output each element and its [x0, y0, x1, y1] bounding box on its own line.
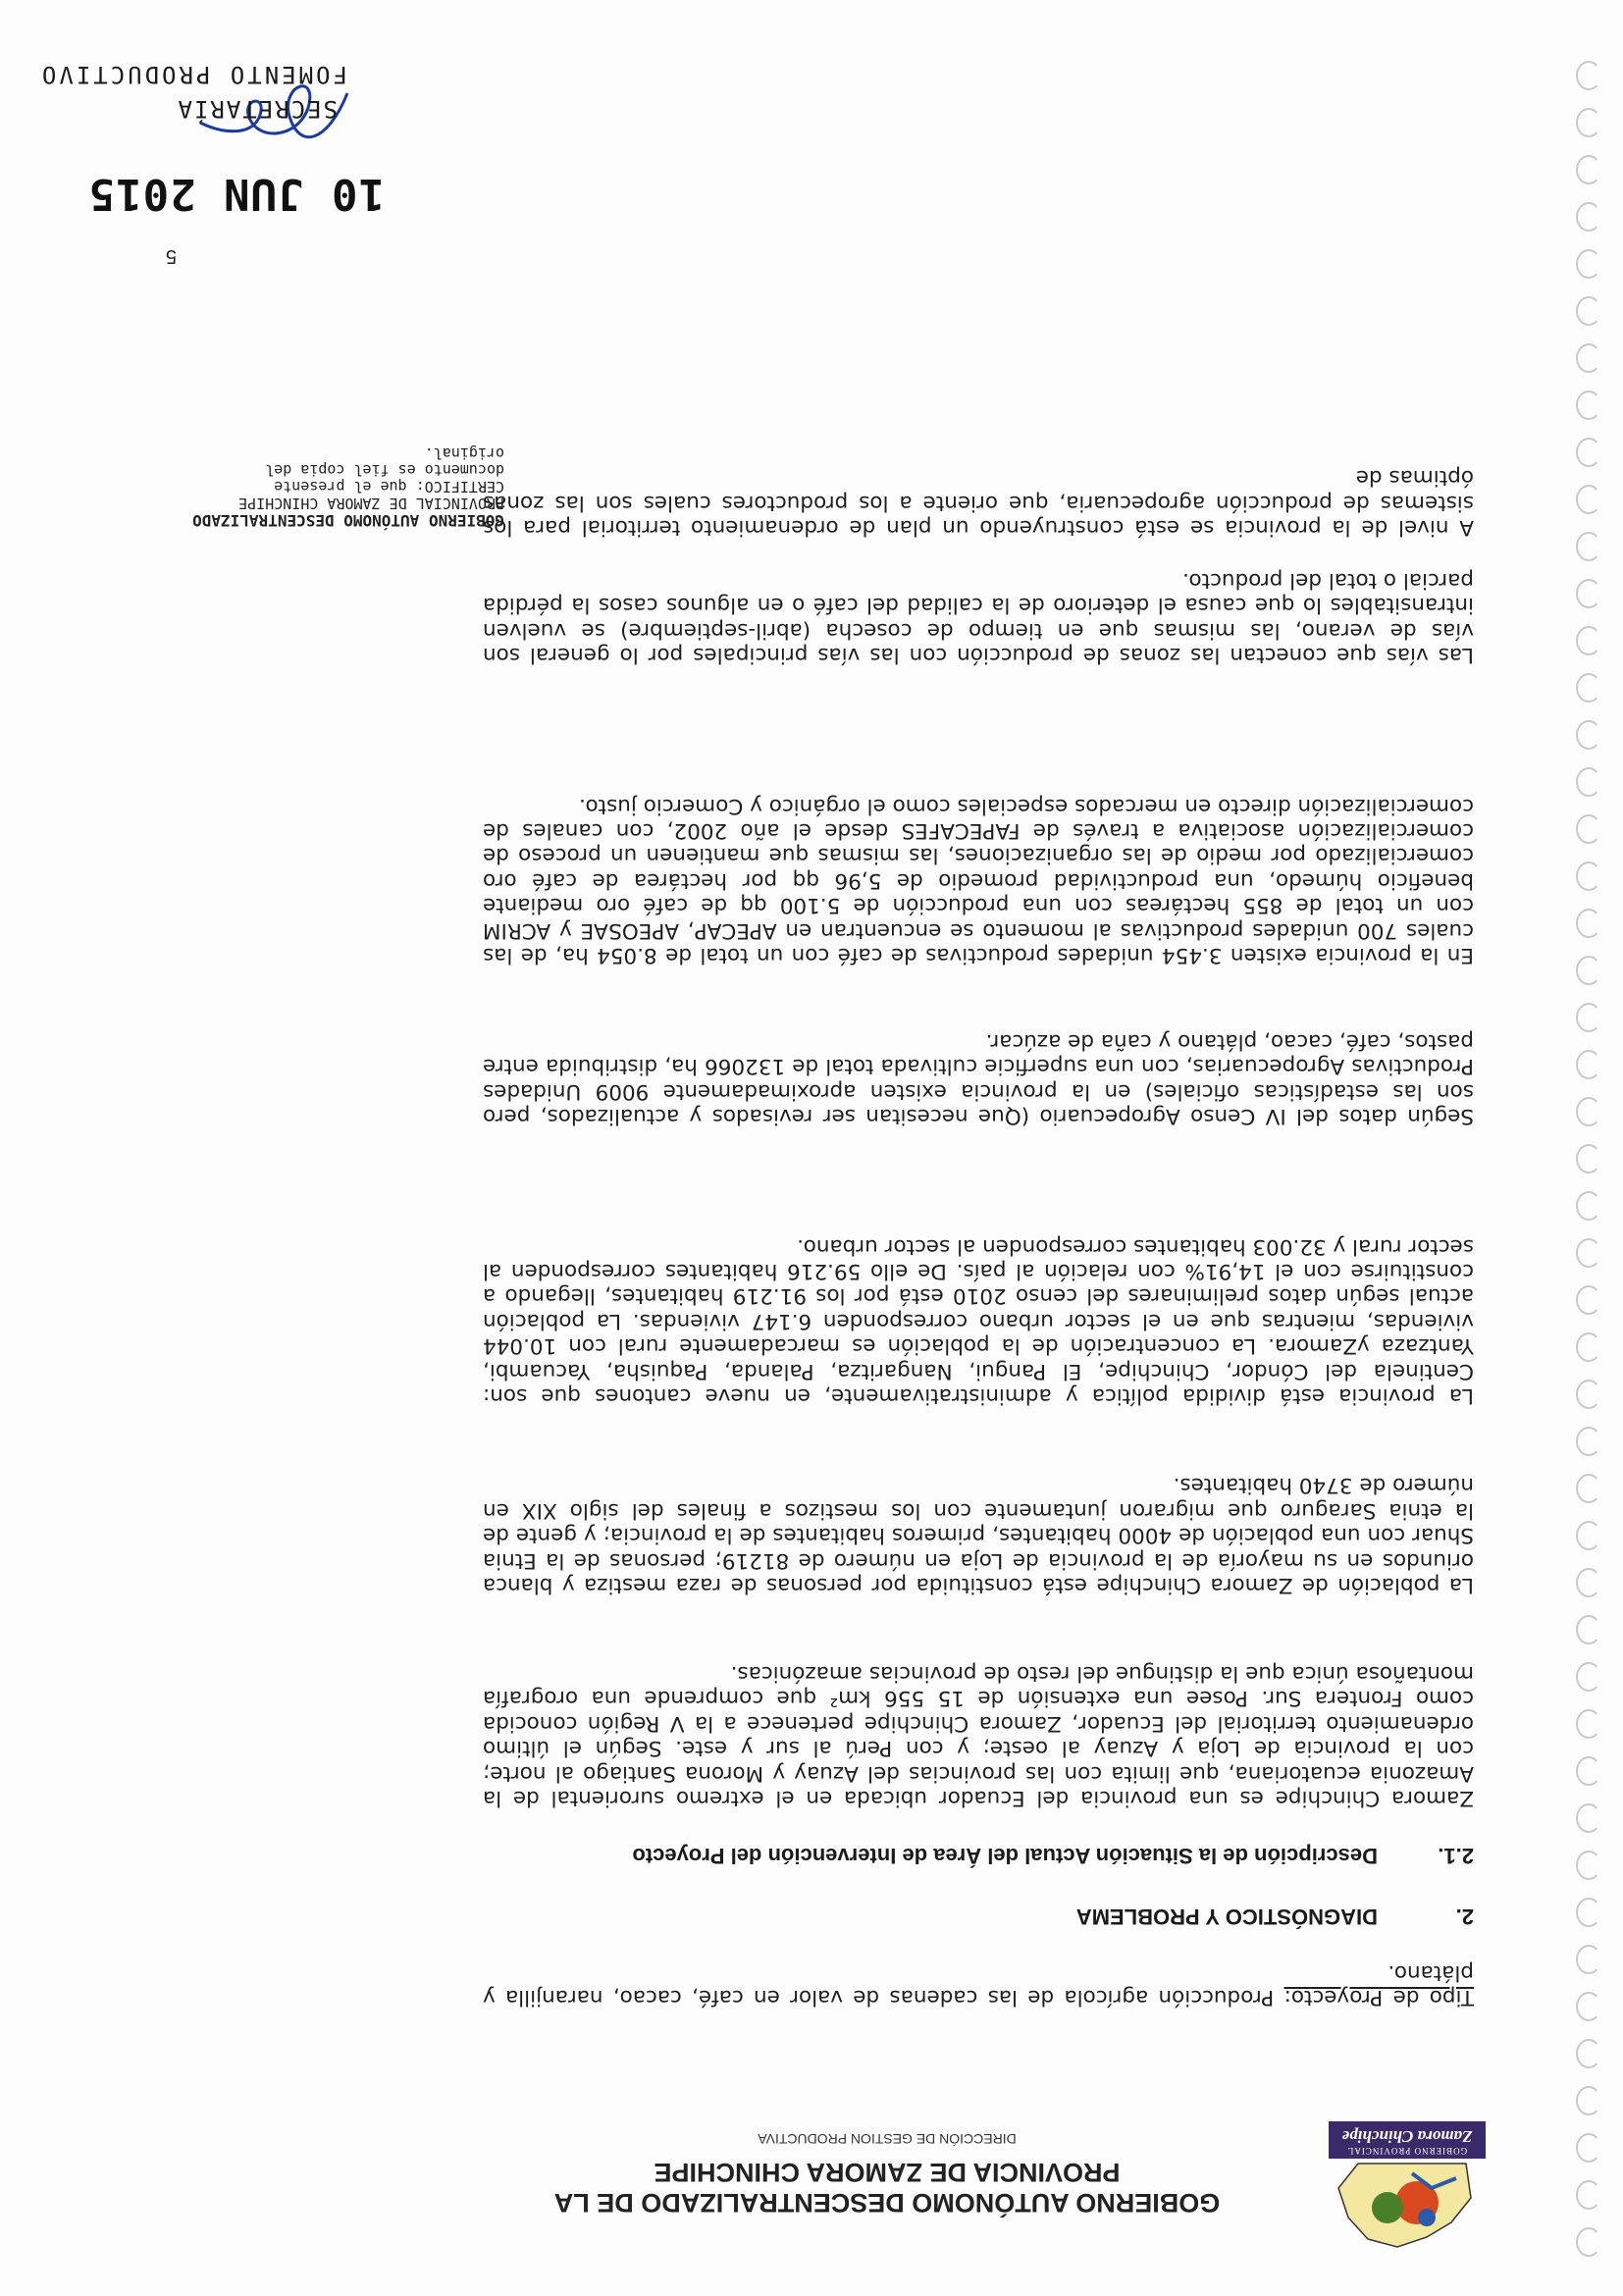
paragraph-7: A nivel de la provincia se está construyendo un plan de ordenamiento territorial para los sistemas de producción agropecuaria, que oriente a los productores cuales son las zonas óptimas de: [483, 465, 1474, 540]
binder-hole: [1576, 909, 1601, 938]
binder-hole: [1576, 202, 1601, 232]
binder-hole: [1576, 720, 1601, 750]
logo-caption-small: GOBIERNO PROVINCIAL: [1346, 2146, 1468, 2156]
binder-holes: [1562, 39, 1601, 2257]
binder-hole: [1576, 673, 1601, 703]
binder-hole: [1576, 1285, 1601, 1315]
institution-title: [495, 2157, 1280, 2218]
institution-title-line1: GOBIERNO AUTÓNOMO DESCENTRALIZADO DE LA: [553, 2188, 1221, 2218]
binder-hole: [1576, 1097, 1601, 1126]
paragraph-1: Zamora Chinchipe es una provincia del Ecuador ubicada en el extremo suroriental de la Amazonia ecuatoriana, que limita con las provincias del Azuay y Morona Santiago al norte; con la provincia de Loja y Azuay al oeste; y con Perú al sur y este. Según el último ordenamiento territorial del Ecuador, Zamora Chinchipe pertenece a la V Región conocida como Frontera Sur. Posee una extensión de 15 556 km² que comprende una orografía montañosa única que la distingue del resto de provincias amazónicas.: [483, 1660, 1474, 1810]
binder-hole: [1576, 61, 1601, 90]
stamp-secretaria: SECRETARÍA: [176, 95, 338, 123]
binder-hole: [1576, 1898, 1601, 1927]
binder-hole: [1576, 1427, 1601, 1456]
binder-hole: [1576, 343, 1601, 373]
binder-hole: [1576, 532, 1601, 561]
paragraph-5: En la provincia existen 3.454 unidades productivas de café con un total de 8.054 ha, de las cuales 700 unidades productivas al momento se encuentran en APECAP, APEOSAE y ACRIM con un total de 855 hectáreas con una producción de 5.100 qq de café oro mediante beneficio húmedo, una productividad promedio de 5,96 qq por hectárea de café oro comercializado por medio de las organizaciones, las mismas que mantienen un proceso de comercialización asociativa a través de FAPECAFES desde el año 2002, con canales de comercialización directo en mercados especiales como el orgánico y Comercio justo.: [483, 793, 1474, 967]
paragraph-3: La provincia está dividida política y administrativamente, en nueve cantones que son: Centinela del Cóndor, Chinchipe, El Pangui, Nangaritza, Palanda, Paquisha, Yacuambi, Yantzaza yZamora. La concentración de la población es marcadamente rural con 10.044 viviendas, mientras que en el sector urbano corresponden 6.147 viviendas. La población actual según datos preliminares del censo 2010 está por los 91.219 habitantes, llegando a constituirse con el 14,91% con relación al país. De ello 59.216 habitantes corresponden al sector rural y 32.003 habitantes corresponden al sector urbano.: [483, 1233, 1474, 1408]
project-type-label: Tipo de Proyecto:: [1283, 1985, 1474, 2009]
binder-hole: [1576, 1191, 1601, 1221]
stamp-gad-line2: PROVINCIAL DE ZAMORA CHINCHIPE: [238, 495, 504, 512]
binder-hole: [1576, 626, 1601, 655]
binder-hole: [1576, 1332, 1601, 1362]
institution-title-line2: PROVINCIA DE ZAMORA CHINCHIPE: [654, 2158, 1121, 2187]
binder-hole: [1576, 2039, 1601, 2068]
binder-hole: [1576, 814, 1601, 844]
binder-hole: [1576, 249, 1601, 279]
provincial-logo: [1324, 2110, 1486, 2257]
stamp-certifico-line3: original.: [424, 444, 504, 462]
stamp-certifico-line2: documento es fiel copia del: [265, 461, 504, 479]
binder-hole: [1576, 296, 1601, 326]
section-2-1-title: Descripción de la Situación Actual del Área de Intervención del Proyecto: [632, 1844, 1378, 1868]
section-2-title: DIAGNÓSTICO Y PROBLEMA: [1075, 1905, 1378, 1929]
binder-hole: [1576, 1521, 1601, 1550]
binder-hole: [1576, 1615, 1601, 1644]
binder-hole: [1576, 1238, 1601, 1268]
binder-hole: [1576, 1474, 1601, 1503]
binder-hole: [1576, 2227, 1601, 2257]
binder-hole: [1576, 1662, 1601, 1692]
binder-hole: [1576, 1050, 1601, 1079]
stamp-certifico-line1: CERTIFICO: que el presente: [274, 478, 504, 496]
binder-hole: [1576, 108, 1601, 137]
project-type-text: Producción agrícola de las cadenas de valor en café, cacao, naranjilla y plátano.: [483, 1959, 1474, 2009]
section-2-number: 2.: [1455, 1905, 1474, 1929]
page-number: 5: [165, 245, 177, 267]
stamp-gad-line1: GOBIERNO AUTÓNOMO DESCENTRALIZADO: [192, 511, 504, 530]
section-2-1-number: 2.1.: [1438, 1844, 1474, 1868]
binder-hole: [1576, 1568, 1601, 1597]
letterhead: [504, 2110, 1486, 2257]
binder-hole: [1576, 438, 1601, 467]
binder-hole: [1576, 1380, 1601, 1409]
binder-hole: [1576, 485, 1601, 514]
paragraph-4: Según datos del IV Censo Agropecuario (Que necesitan ser revisados y actualizados, pero son las estadísticas oficiales) en la provincia existen aproximadamente 9009 Unidades Productivas Agropecuarias, con una superficie cultivada total de 132066 ha, distribuida entre pastos, café, cacao, plátano y caña de azúcar.: [483, 1028, 1474, 1128]
logo-caption: [1329, 2121, 1486, 2159]
paragraph-6: Las vías que conectan las zonas de producción con las vías principales por lo general son vías de verano, las mismas que en tiempo de cosecha (abril-septiembre) se vuelven intransitables lo que causa el deterioro de la calidad del café o en algunos casos la pérdida parcial o total del producto.: [483, 567, 1474, 667]
binder-hole: [1576, 391, 1601, 420]
binder-hole: [1576, 1945, 1601, 1974]
binder-hole: [1576, 956, 1601, 985]
binder-hole: [1576, 861, 1601, 891]
department-subtitle: DIRECCIÓN DE GESTION PRODUCTIVA: [758, 2131, 1017, 2147]
binder-hole: [1576, 1709, 1601, 1739]
binder-hole: [1576, 1992, 1601, 2021]
binder-hole: [1576, 2180, 1601, 2210]
stamp-fomento: FOMENTO PRODUCTIVO: [38, 61, 347, 88]
binder-hole: [1576, 1803, 1601, 1833]
binder-hole: [1576, 1003, 1601, 1032]
province-map-icon: [1324, 2159, 1486, 2257]
binder-hole: [1576, 2133, 1601, 2163]
binder-hole: [1576, 579, 1601, 608]
date-stamp: 10 JUN 2015: [87, 169, 385, 219]
binder-hole: [1576, 2086, 1601, 2115]
logo-caption-name: Zamora Chinchipe: [1341, 2127, 1473, 2146]
binder-hole: [1576, 155, 1601, 184]
paragraph-2: La población de Zamora Chinchipe está constituida por personas de raza mestiza y blanca oriundos en su mayoría de la provincia de Loja en número de 81219; personas de la Etnia Shuar con una población de 4000 habitantes, primeros habitantes de la provincia; y gente de la etnia Saraguro que migraron juntamente con los mestizos a finales del siglo XIX en número de 3740 habitantes.: [483, 1473, 1474, 1597]
binder-hole: [1576, 767, 1601, 797]
project-type: [483, 1959, 1474, 2009]
certification-stamp: [24, 5, 504, 530]
binder-hole: [1576, 1144, 1601, 1174]
binder-hole: [1576, 1851, 1601, 1880]
binder-hole: [1576, 1756, 1601, 1786]
